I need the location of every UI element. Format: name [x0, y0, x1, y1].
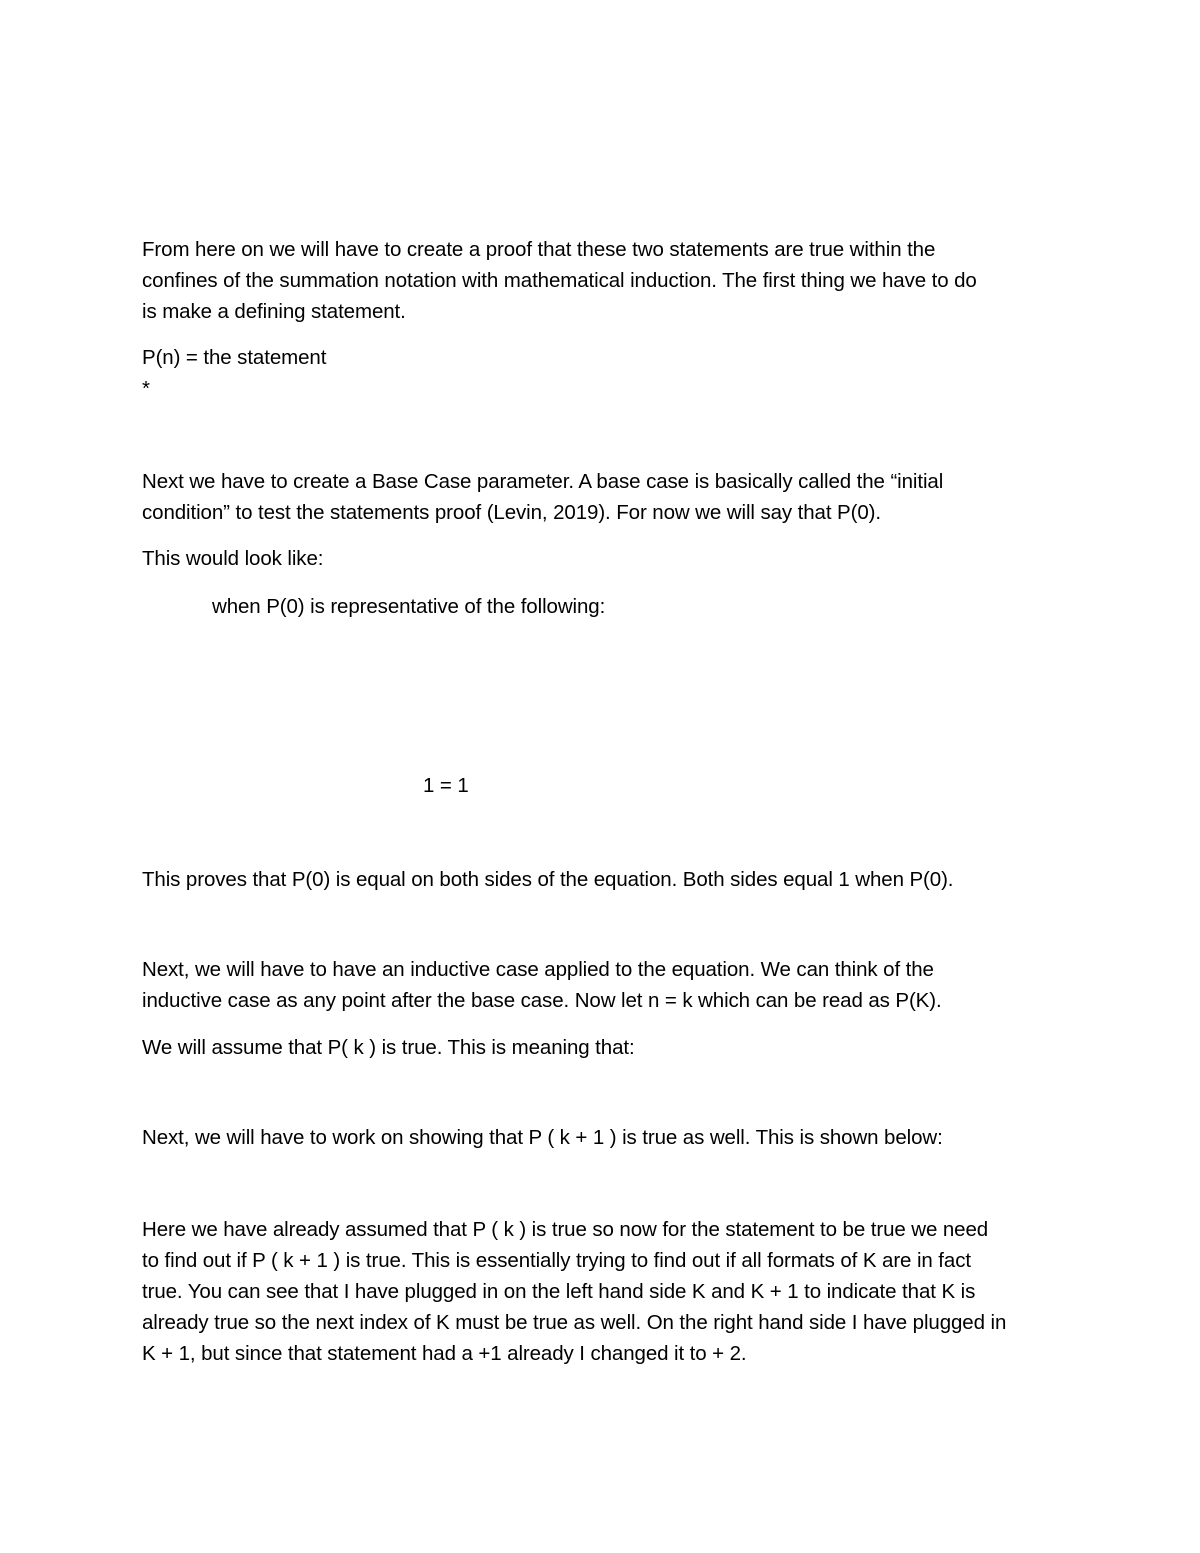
paragraph-4-line-1: Here we have already assumed that P ( k ) is true so now for the statement to be true we need: [142, 1218, 989, 1241]
paragraph-1-line-1: From here on we will have to create a proof that these two statements are true within the: [142, 238, 936, 261]
paragraph-1-line-2: confines of the summation notation with mathematical induction. The first thing we have to do: [142, 269, 977, 292]
next-show-line: Next, we will have to work on showing that P ( k + 1 ) is true as well. This is shown below:: [142, 1126, 943, 1149]
paragraph-3-line-1: Next, we will have to have an inductive case applied to the equation. We can think of the: [142, 958, 934, 981]
paragraph-4-line-2: to find out if P ( k + 1 ) is true. This is essentially trying to find out if all formats of K are in fact: [142, 1249, 971, 1272]
asterisk-marker: *: [142, 377, 150, 400]
proves-line: This proves that P(0) is equal on both sides of the equation. Both sides equal 1 when P(0).: [142, 868, 954, 891]
paragraph-1-line-3: is make a defining statement.: [142, 300, 406, 323]
paragraph-4-line-5: K + 1, but since that statement had a +1 already I changed it to + 2.: [142, 1342, 747, 1365]
paragraph-4-line-4: already true so the next index of K must be true as well. On the right hand side I have plugged in: [142, 1311, 1007, 1334]
assume-line: We will assume that P( k ) is true. This is meaning that:: [142, 1036, 635, 1059]
paragraph-2-line-1: Next we have to create a Base Case parameter. A base case is basically called the “initial: [142, 470, 944, 493]
equation-one-equals-one: 1 = 1: [423, 774, 469, 797]
paragraph-3-line-2: inductive case as any point after the base case. Now let n = k which can be read as P(K).: [142, 989, 942, 1012]
paragraph-2-line-2: condition” to test the statements proof (Levin, 2019). For now we will say that P(0).: [142, 501, 881, 524]
when-p0-line: when P(0) is representative of the following:: [212, 595, 606, 618]
look-like-line: This would look like:: [142, 547, 324, 570]
definition-statement: P(n) = the statement: [142, 346, 327, 369]
paragraph-4-line-3: true. You can see that I have plugged in on the left hand side K and K + 1 to indicate that K is: [142, 1280, 976, 1303]
